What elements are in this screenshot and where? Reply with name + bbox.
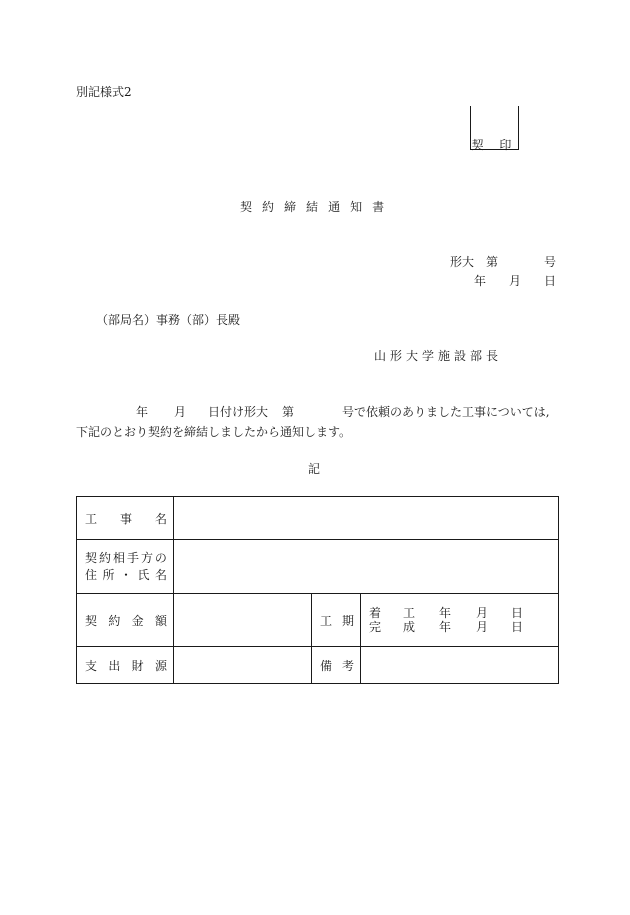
table-row: [77, 594, 559, 647]
date-year: 年: [474, 274, 487, 288]
seal-box: [470, 106, 519, 150]
contract-info-table: [76, 496, 559, 684]
body-line1-tail: 号で依頼のありました工事については,: [342, 405, 550, 419]
funding-source-label: 支 出 財 源: [77, 647, 174, 684]
ki-note: 記: [308, 462, 321, 476]
sender: 山形大学施設部長: [374, 349, 503, 363]
form-number: 別記様式2: [76, 85, 132, 99]
body-day-ref: 日付け形大: [208, 405, 269, 419]
remarks-value: [361, 647, 559, 684]
contractor-value: [174, 540, 559, 594]
period-finish-row: 完 成 年 月 日: [369, 620, 524, 634]
addressee: （部局名）事務（部）長殿: [96, 313, 241, 327]
reference-go: 号: [544, 255, 557, 269]
table-row: [77, 497, 559, 540]
table-row: [77, 647, 559, 684]
remarks-label: 備 考: [312, 647, 361, 684]
contractor-label: 契 約 相 手 方 の 住 所 ・ 氏 名: [77, 540, 174, 594]
construction-name-label: 工 事 名: [77, 497, 174, 540]
table-row: [77, 540, 559, 594]
date-day: 日: [544, 274, 557, 288]
contract-amount-value: [174, 594, 312, 647]
reference-dai: 第: [486, 255, 499, 269]
funding-source-value: [174, 647, 312, 684]
seal-label: 契 印: [471, 138, 518, 152]
body-month: 月: [174, 405, 187, 419]
period-label: 工 期: [312, 594, 361, 647]
period-value: [361, 594, 559, 647]
body-line2: 下記のとおり契約を締結しましたから通知します。: [76, 425, 352, 439]
period-start-row: 着 工 年 月 日: [369, 606, 524, 620]
reference-prefix: 形大: [450, 255, 475, 269]
date-month: 月: [509, 274, 522, 288]
body-year: 年: [136, 405, 149, 419]
body-dai: 第: [282, 405, 295, 419]
construction-name-value: [174, 497, 559, 540]
contract-amount-label: 契 約 金 額: [77, 594, 174, 647]
document-title: 契約締結通知書: [240, 200, 395, 214]
